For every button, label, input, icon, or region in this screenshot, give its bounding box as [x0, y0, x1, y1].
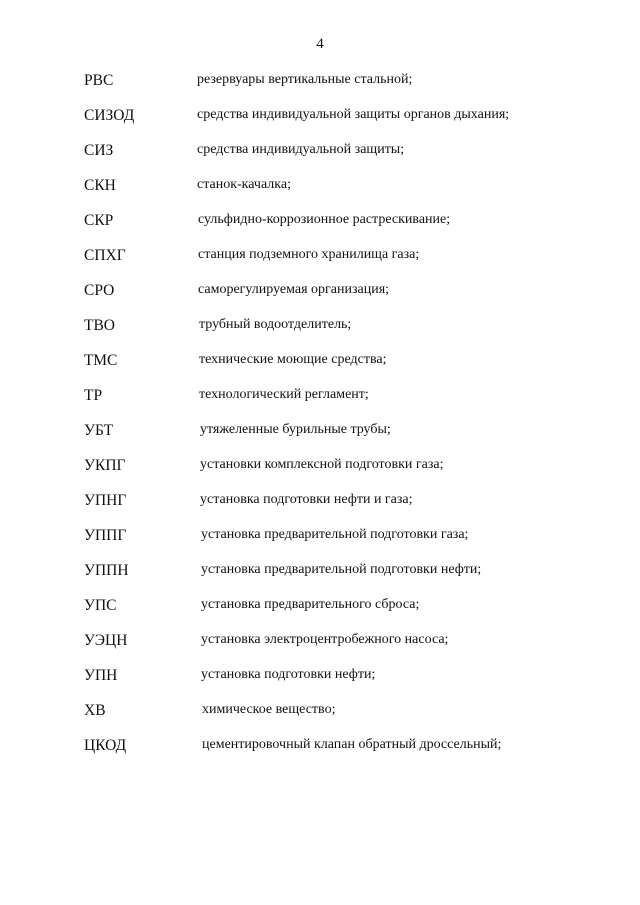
abbreviation-term: УПНГ [84, 492, 127, 509]
abbreviation-definition: средства индивидуальной защиты органов дыхания; [197, 107, 510, 122]
abbreviation-definition: цементировочный клапан обратный дроссельный; [202, 737, 502, 752]
abbreviation-row [0, 383, 640, 418]
abbreviation-definition: утяжеленные бурильные трубы; [200, 422, 391, 437]
abbreviation-term: СИЗОД [84, 107, 135, 124]
abbreviation-row [0, 698, 640, 733]
abbreviation-row [0, 208, 640, 243]
abbreviation-term: ТМС [84, 352, 118, 369]
abbreviation-definition: установка предварительной подготовки газа; [201, 527, 469, 542]
abbreviation-row [0, 348, 640, 383]
abbreviation-definition: установка предварительного сброса; [201, 597, 420, 612]
abbreviation-term: УКПГ [84, 457, 126, 474]
abbreviation-definition: саморегулируемая организация; [198, 282, 390, 297]
abbreviation-row [0, 453, 640, 488]
abbreviation-term: ХВ [84, 702, 106, 719]
abbreviation-term: СКН [84, 177, 116, 194]
abbreviation-definition: технические моющие средства; [199, 352, 387, 367]
abbreviation-definition: резервуары вертикальные стальной; [197, 72, 413, 87]
abbreviation-row [0, 418, 640, 453]
abbreviation-row [0, 593, 640, 628]
abbreviation-term: СРО [84, 282, 115, 299]
abbreviation-definition: сульфидно-коррозионное растрескивание; [198, 212, 451, 227]
abbreviation-definition: станок-качалка; [197, 177, 291, 192]
abbreviation-row [0, 138, 640, 173]
abbreviation-definition: средства индивидуальной защиты; [197, 142, 405, 157]
abbreviation-definition: установки комплексной подготовки газа; [200, 457, 444, 472]
abbreviation-term: РВС [84, 72, 114, 89]
abbreviation-term: УПС [84, 597, 117, 614]
abbreviation-term: УППН [84, 562, 129, 579]
abbreviation-row [0, 243, 640, 278]
abbreviation-definition: химическое вещество; [202, 702, 336, 717]
abbreviation-term: УППГ [84, 527, 127, 544]
abbreviation-row [0, 278, 640, 313]
abbreviation-list [0, 68, 640, 768]
abbreviation-row [0, 733, 640, 768]
abbreviation-definition: станция подземного хранилища газа; [198, 247, 420, 262]
abbreviation-row [0, 663, 640, 698]
abbreviation-row [0, 558, 640, 593]
abbreviation-row [0, 103, 640, 138]
abbreviation-definition: технологический регламент; [199, 387, 369, 402]
abbreviation-row [0, 628, 640, 663]
abbreviation-definition: установка подготовки нефти и газа; [200, 492, 413, 507]
abbreviation-term: ЦКОД [84, 737, 127, 754]
abbreviation-row [0, 68, 640, 103]
abbreviation-row [0, 173, 640, 208]
abbreviation-term: ТВО [84, 317, 115, 334]
abbreviation-definition: установка предварительной подготовки нефти; [201, 562, 482, 577]
abbreviation-term: СИЗ [84, 142, 114, 159]
abbreviation-row [0, 313, 640, 348]
abbreviation-term: ТР [84, 387, 103, 404]
abbreviation-row [0, 488, 640, 523]
abbreviation-definition: трубный водоотделитель; [199, 317, 352, 332]
abbreviation-term: СКР [84, 212, 114, 229]
abbreviation-row [0, 523, 640, 558]
abbreviation-definition: установка подготовки нефти; [201, 667, 376, 682]
abbreviation-term: УБТ [84, 422, 114, 439]
abbreviation-term: УПН [84, 667, 118, 684]
abbreviation-definition: установка электроцентробежного насоса; [201, 632, 449, 647]
abbreviation-term: УЭЦН [84, 632, 128, 649]
abbreviation-term: СПХГ [84, 247, 126, 264]
page-number: 4 [316, 36, 324, 52]
